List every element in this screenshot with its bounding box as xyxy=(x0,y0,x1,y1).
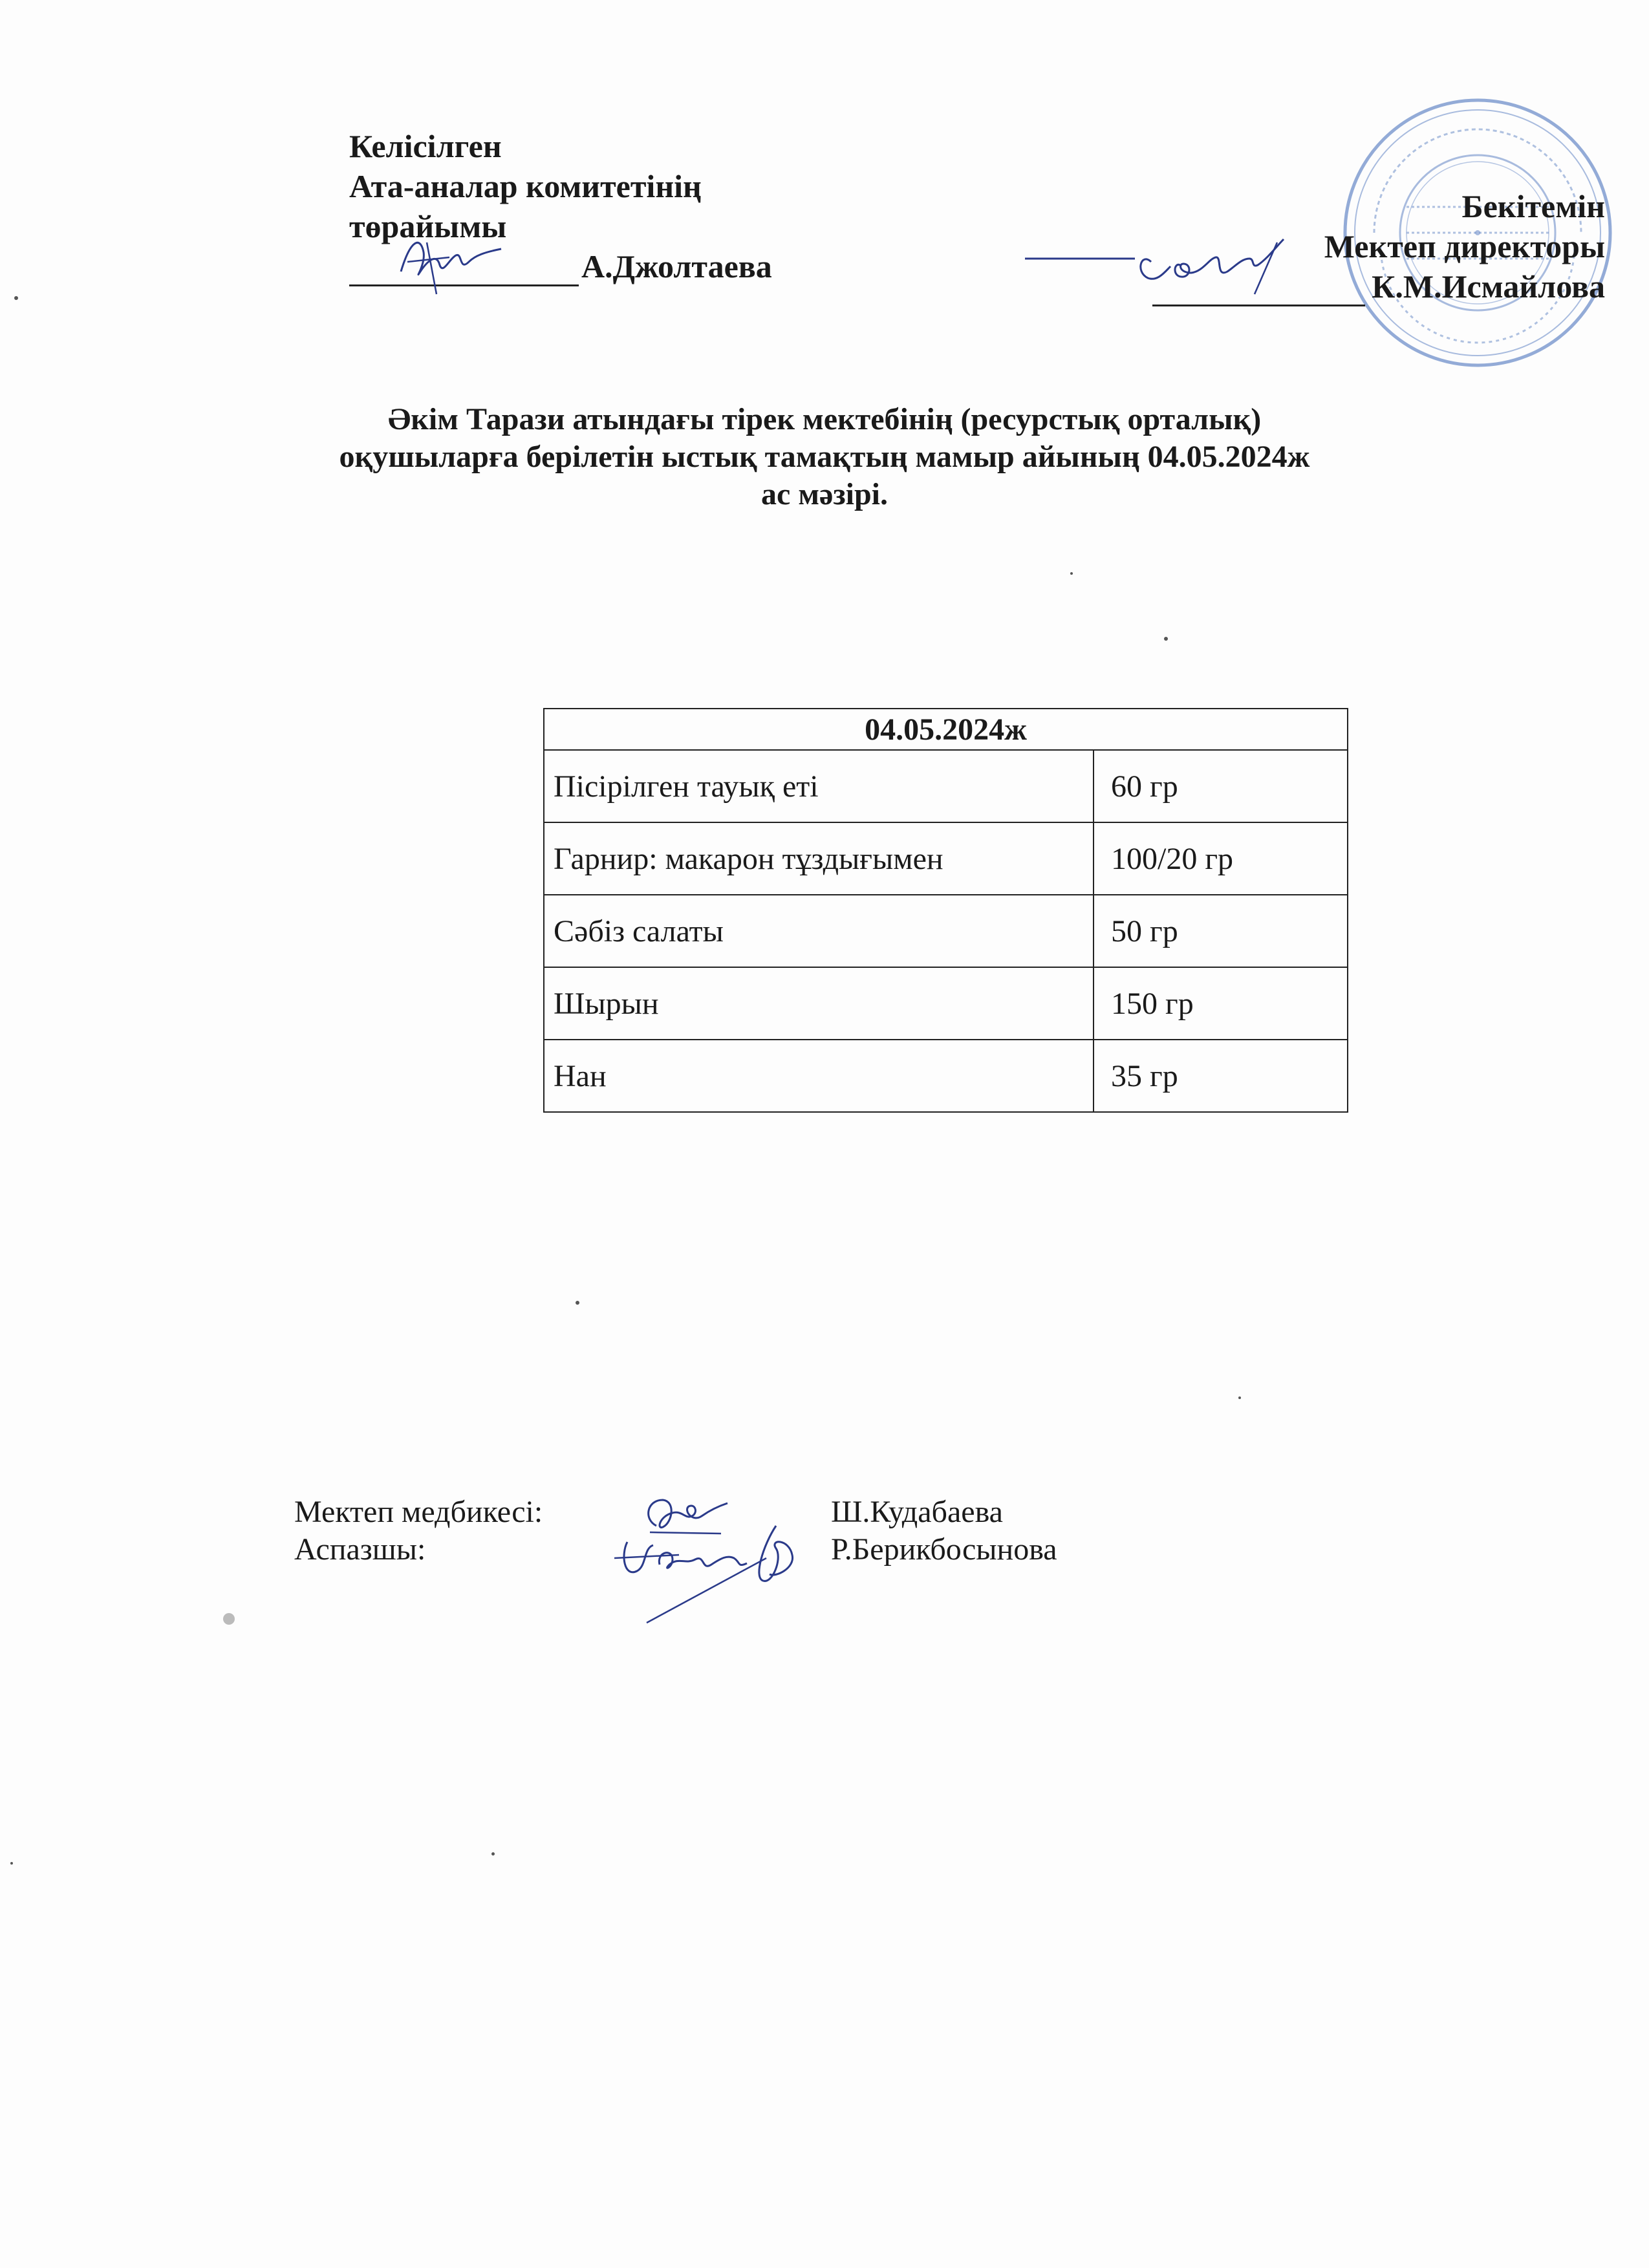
menu-item-amount: 35 гр xyxy=(1094,1040,1348,1112)
nurse-name: Ш.Кудабаева xyxy=(831,1495,1003,1529)
table-row xyxy=(544,967,1348,1040)
menu-item-name: Пісірілген тауық еті xyxy=(544,750,1094,822)
cook-name: Р.Берикбосынова xyxy=(831,1532,1057,1567)
menu-date-header: 04.05.2024ж xyxy=(544,709,1348,750)
menu-item-name: Сәбіз салаты xyxy=(544,895,1094,967)
approval-right-name: К.М.Исмайлова xyxy=(1372,268,1605,305)
document-title xyxy=(259,401,1390,513)
menu-item-name: Шырын xyxy=(544,967,1094,1040)
handwritten-signature-director xyxy=(1022,233,1306,310)
approval-left-name: А.Джолтаева xyxy=(581,248,772,284)
scan-speck xyxy=(14,296,18,300)
nurse-role: Мектеп медбикесі: xyxy=(294,1495,543,1529)
approval-right-director: Мектеп директоры xyxy=(1324,228,1605,264)
handwritten-signature-cook xyxy=(608,1519,828,1629)
title-line-2: оқушыларға берілетін ыстық тамақтың мамыр айының 04.05.2024ж xyxy=(339,440,1310,474)
menu-item-amount: 150 гр xyxy=(1094,967,1348,1040)
scan-speck xyxy=(10,1862,13,1865)
scan-speck xyxy=(223,1613,235,1625)
scan-speck xyxy=(1070,572,1073,575)
title-line-1: Әкім Тарази атындағы тірек мектебінің (ресурстық орталық) xyxy=(387,402,1262,436)
approval-left-chair: төрайымы xyxy=(349,208,507,244)
menu-item-amount: 60 гр xyxy=(1094,750,1348,822)
menu-item-amount: 50 гр xyxy=(1094,895,1348,967)
approval-left-committee: Ата-аналар комитетінің xyxy=(349,168,702,204)
handwritten-signature-left xyxy=(388,226,517,297)
approval-block-parents-committee xyxy=(349,126,867,286)
menu-item-name: Нан xyxy=(544,1040,1094,1112)
menu-table-header-row xyxy=(544,709,1348,750)
scan-speck xyxy=(576,1301,579,1305)
scan-speck xyxy=(1238,1396,1241,1399)
scan-speck xyxy=(491,1852,495,1856)
approval-left-agreed: Келісілген xyxy=(349,128,502,164)
approval-right-approve: Бекітемін xyxy=(1461,188,1605,224)
title-line-3: ас мәзірі. xyxy=(761,477,888,511)
cook-role: Аспазшы: xyxy=(294,1532,426,1567)
table-row xyxy=(544,750,1348,822)
table-row xyxy=(544,1040,1348,1112)
signature-line-left xyxy=(349,259,579,286)
approval-left-signature-row xyxy=(349,246,867,286)
menu-item-amount: 100/20 гр xyxy=(1094,822,1348,895)
scan-speck xyxy=(1164,637,1168,641)
table-row xyxy=(544,822,1348,895)
table-row xyxy=(544,895,1348,967)
menu-item-name: Гарнир: макарон тұздығымен xyxy=(544,822,1094,895)
menu-table xyxy=(543,708,1348,1113)
